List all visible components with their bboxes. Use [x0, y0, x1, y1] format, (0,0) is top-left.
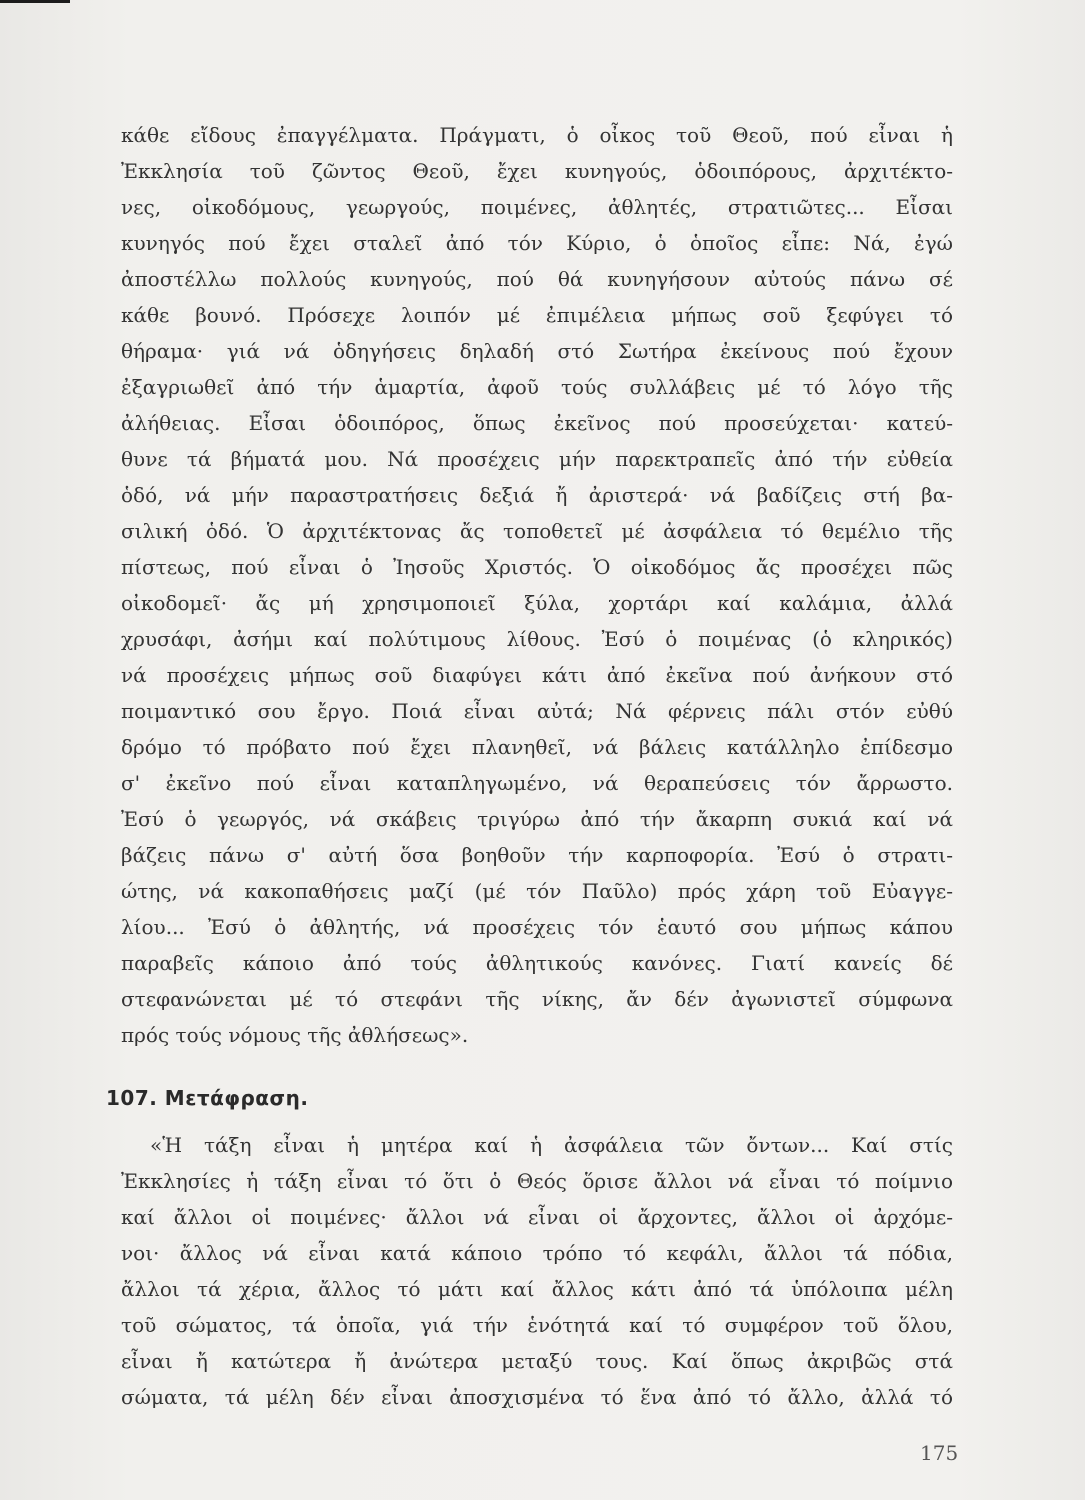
text-line: λίου... Ἐσύ ὁ ἀθλητής, νά προσέχεις τόν ἑαυτό σου μήπως κάπου [121, 915, 953, 939]
text-line: σ' ἐκεῖνο πού εἶναι καταπληγωμένο, νά θεραπεύσεις τόν ἄρρωστο. [121, 771, 953, 795]
text-line: Ἐσύ ὁ γεωργός, νά σκάβεις τριγύρω ἀπό τήν ἄκαρπη συκιά καί νά [121, 807, 953, 831]
text-line: πρός τούς νόμους τῆς ἀθλήσεως». [121, 1023, 469, 1047]
text-line: δρόμο τό πρόβατο πού ἔχει πλανηθεῖ, νά βάλεις κατάλληλο ἐπίδεσμο [121, 735, 953, 759]
text-line: κάθε βουνό. Πρόσεχε λοιπόν μέ ἐπιμέλεια μήπως σοῦ ξεφύγει τό [121, 303, 953, 327]
text-line: σιλική ὁδό. Ὁ ἀρχιτέκτονας ἄς τοποθετεῖ μέ ἀσφάλεια τό θεμέλιο τῆς [121, 519, 953, 543]
text-line: ἐξαγριωθεῖ ἀπό τήν ἁμαρτία, ἀφοῦ τούς συλλάβεις μέ τό λόγο τῆς [121, 375, 953, 399]
text-line: εἶναι ἤ κατώτερα ἤ ἀνώτερα μεταξύ τους. Καί ὅπως ἀκριβῶς στά [121, 1349, 953, 1373]
text-line: «Ἡ τάξη εἶναι ἡ μητέρα καί ἡ ἀσφάλεια τῶν ὄντων... Καί στίς [150, 1133, 953, 1157]
text-line: κάθε εἴδους ἐπαγγέλματα. Πράγματι, ὁ οἶκος τοῦ Θεοῦ, πού εἶναι ἡ [121, 123, 953, 147]
text-line: ἄλλοι τά χέρια, ἄλλος τό μάτι καί ἄλλος κάτι ἀπό τά ὑπόλοιπα μέλη [121, 1277, 953, 1301]
text-line: ώτης, νά κακοπαθήσεις μαζί (μέ τόν Παῦλο) πρός χάρη τοῦ Εὐαγγε- [121, 879, 953, 903]
section-heading: 107. Μετάφραση. [106, 1086, 309, 1110]
text-line: πίστεως, πού εἶναι ὁ Ἰησοῦς Χριστός. Ὁ οἰκοδόμος ἄς προσέχει πῶς [121, 555, 953, 579]
text-line: Ἐκκλησίες ἡ τάξη εἶναι τό ὅτι ὁ Θεός ὅρισε ἄλλοι νά εἶναι τό ποίμνιο [121, 1169, 953, 1193]
text-line: νοι· ἄλλος νά εἶναι κατά κάποιο τρόπο τό κεφάλι, ἄλλοι τά πόδια, [121, 1241, 953, 1265]
text-line: τοῦ σώματος, τά ὁποῖα, γιά τήν ἑνότητά καί τό συμφέρον τοῦ ὅλου, [121, 1313, 953, 1337]
text-line: παραβεῖς κάποιο ἀπό τούς ἀθλητικούς κανόνες. Γιατί κανείς δέ [121, 951, 953, 975]
text-line: βάζεις πάνω σ' αὐτή ὅσα βοηθοῦν τήν καρποφορία. Ἐσύ ὁ στρατι- [121, 843, 953, 867]
text-line: στεφανώνεται μέ τό στεφάνι τῆς νίκης, ἄν δέν ἀγωνιστεῖ σύμφωνα [121, 987, 953, 1011]
text-line: ἀλήθειας. Εἶσαι ὁδοιπόρος, ὅπως ἐκεῖνος πού προσεύχεται· κατεύ- [121, 411, 953, 435]
top-edge-rule [0, 0, 70, 3]
text-line: ποιμαντικό σου ἔργο. Ποιά εἶναι αὐτά; Νά φέρνεις πάλι στόν εὐθύ [121, 699, 953, 723]
text-line: καί ἄλλοι οἱ ποιμένες· ἄλλοι νά εἶναι οἱ ἄρχοντες, ἄλλοι οἱ ἀρχόμε- [121, 1205, 953, 1229]
text-line: χρυσάφι, ἀσήμι καί πολύτιμους λίθους. Ἐσύ ὁ ποιμένας (ὁ κληρικός) [121, 627, 953, 651]
text-line: κυνηγός πού ἔχει σταλεῖ ἀπό τόν Κύριο, ὁ ὁποῖος εἶπε: Νά, ἐγώ [121, 231, 953, 255]
page-number: 175 [920, 1441, 959, 1465]
text-line: νες, οἰκοδόμους, γεωργούς, ποιμένες, ἀθλητές, στρατιῶτες... Εἶσαι [121, 195, 953, 219]
text-line: θυνε τά βήματά μου. Νά προσέχεις μήν παρεκτραπεῖς ἀπό τήν εὐθεία [121, 447, 953, 471]
text-line: οἰκοδομεῖ· ἄς μή χρησιμοποιεῖ ξύλα, χορτάρι καί καλάμια, ἀλλά [121, 591, 953, 615]
text-line: Ἐκκλησία τοῦ ζῶντος Θεοῦ, ἔχει κυνηγούς, ὁδοιπόρους, ἀρχιτέκτο- [121, 159, 953, 183]
text-line: σώματα, τά μέλη δέν εἶναι ἀποσχισμένα τό ἕνα ἀπό τό ἄλλο, ἀλλά τό [121, 1385, 953, 1409]
text-line: νά προσέχεις μήπως σοῦ διαφύγει κάτι ἀπό ἐκεῖνα πού ἀνήκουν στό [121, 663, 953, 687]
text-line: ὁδό, νά μήν παραστρατήσεις δεξιά ἤ ἀριστερά· νά βαδίζεις στή βα- [121, 483, 953, 507]
text-line: ἀποστέλλω πολλούς κυνηγούς, πού θά κυνηγήσουν αὐτούς πάνω σέ [121, 267, 953, 291]
text-line: θήραμα· γιά νά ὁδηγήσεις δηλαδή στό Σωτήρα ἐκείνους πού ἔχουν [121, 339, 953, 363]
